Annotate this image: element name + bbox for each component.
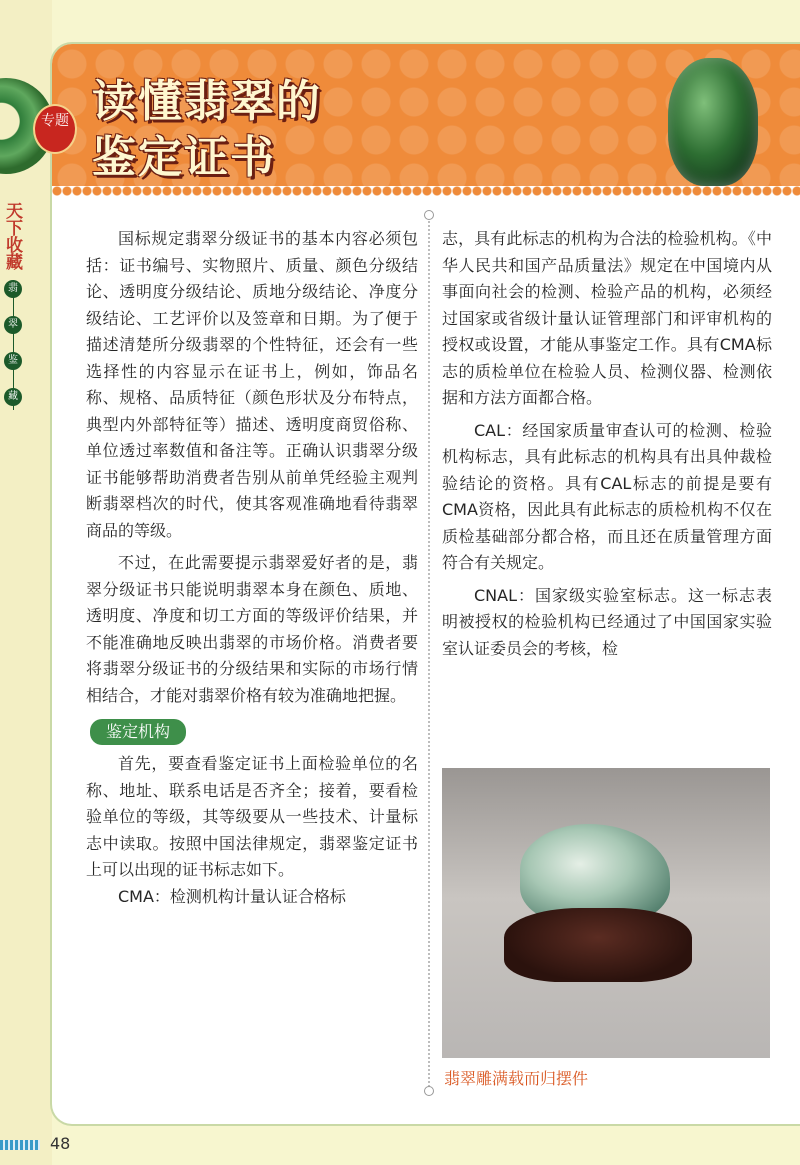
photo-caption: 翡翠雕满载而归摆件	[444, 1069, 589, 1088]
section-tag: 鉴定机构	[90, 719, 186, 745]
divider-endpoint	[424, 210, 434, 220]
paragraph: CNAL：国家级实验室标志。这一标志表明被授权的检验机构已经通过了中国国家实验室认证委员会的考核，检	[442, 585, 772, 658]
jade-photo	[442, 768, 770, 1058]
paragraph: CAL：经国家质量审查认可的检测、检验机构标志，具有此标志的机构具有出具仲裁检验结论的资格。具有CAL标志的前提是要有CMA资格，因此具有此标志的质检机构不仅在质检基础部分都合格，而且还在质量管理方面符合有关规定。	[442, 420, 772, 572]
paragraph: CMA：检测机构计量认证合格标	[118, 886, 346, 906]
page-title	[92, 74, 322, 186]
left-margin-strip	[0, 0, 52, 1165]
series-bead: 翠	[4, 316, 22, 334]
column-divider	[428, 214, 430, 1094]
divider-endpoint	[424, 1086, 434, 1096]
paragraph: 首先，要查看鉴定证书上面检验单位的名称、地址、联系电话是否齐全；接着，要看检验单位的等级，其等级要从一些技术、计量标志中读取。按照中国法律规定，翡翠鉴定证书上可以出现的证书标志如下。	[86, 754, 418, 879]
series-bead: 藏	[4, 388, 22, 406]
special-topic-badge: 专题	[33, 104, 77, 154]
page-number: 48	[50, 1134, 71, 1153]
right-column	[442, 226, 772, 662]
series-title	[2, 202, 26, 270]
paragraph: 不过，在此需要提示翡翠爱好者的是，翡翠分级证书只能说明翡翠本身在颜色、质地、透明度、净度和切工方面的等级评价结果，并不能准确地反映出翡翠的市场价格。消费者要将翡翠分级证书的分级结果和实际的市场行情相结合，才能对翡翠价格有较为准确地把握。	[86, 553, 418, 705]
series-subtitle	[4, 280, 24, 424]
paragraph: 志，具有此标志的机构为合法的检验机构。《中华人民共和国产品质量法》规定在中国境内从事面向社会的检测、检验产品的机构，必须经过国家或省级计量认证管理部门和评审机构的授权或设置，才能从事鉴定工作。具有CMA标志的质检单位在检验人员、检测仪器、检测依据和方法方面都合格。	[442, 229, 772, 407]
page-title-line1: 读懂翡翠的	[92, 76, 322, 127]
left-column	[86, 226, 418, 910]
page-number-bar	[0, 1140, 40, 1150]
paragraph: 国标规定翡翠分级证书的基本内容必须包括：证书编号、实物照片、质量、颜色分级结论、透明度分级结论、质地分级结论、净度分级结论、工艺评价以及签章和日期。为了便于描述清楚所分级翡翠的个性特征，还会有一些选择性的内容显示在证书上，例如，饰品名称、规格、品质特征（颜色形状及分布特点，典型内外部特征等）描述、透明度商贸俗称、单位透过率数值和备注等。正确认识翡翠分级证书能够帮助消费者告别从前单凭经验主观判断翡翠档次的时代，使其客观准确地看待翡翠商品的等级。	[86, 229, 418, 540]
banner-dot-border	[52, 186, 800, 196]
series-title-text: 天下收藏	[2, 202, 22, 270]
series-bead: 鉴	[4, 352, 22, 370]
wooden-stand	[504, 908, 692, 982]
series-bead: 翡	[4, 280, 22, 298]
jade-carving-image	[668, 58, 758, 186]
page-title-line2: 鉴定证书	[92, 132, 276, 183]
